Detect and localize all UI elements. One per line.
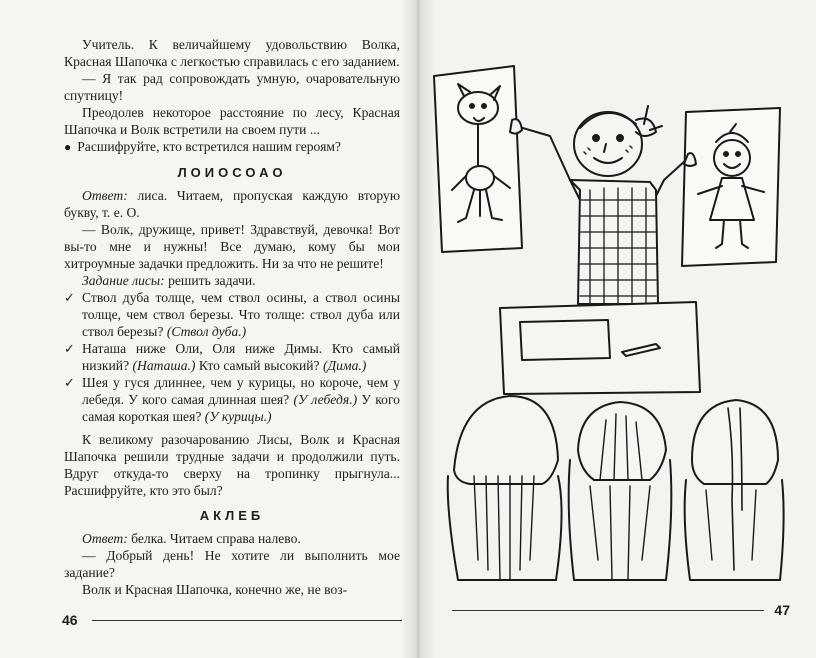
answer-label: Ответ: <box>82 531 128 546</box>
right-footer <box>452 602 790 618</box>
pencil-bullet-icon: ● <box>64 140 72 154</box>
answer-text: белка. Читаем справа налево. <box>131 531 301 546</box>
paragraph: Преодолев некоторое расстояние по лесу, Красная Шапочка и Волк встретили на своем пути ... <box>64 105 400 137</box>
task-item: ✓ Шея у гуся длиннее, чем у курицы, но короче, чем у лебедя. У кого самая длинная шея? (У лебедя.) У кого самая короткая шея? (У курицы.) <box>64 375 400 424</box>
task-item: ✓ Ствол дуба толще, чем ствол осины, а ствол осины толще, чем ствол березы. Что толще: ствол дуба или ствол березы? (Ствол дуба.) <box>64 290 400 339</box>
answer-label: Ответ: <box>82 188 128 203</box>
left-page-text <box>64 36 400 598</box>
task-label: Задание лисы: <box>82 273 165 288</box>
squirrel-speech: — Добрый день! Не хотите ли выполнить мое задание? <box>64 548 400 580</box>
paragraph: Волк и Красная Шапочка, конечно же, не воз- <box>82 582 348 597</box>
checkmark-icon: ✓ <box>64 290 75 305</box>
cipher-word: АКЛЕБ <box>199 508 265 523</box>
paragraph: Учитель. К величайшему удовольствию Волка, Красная Шапочка с легкостью справилась с его заданием. <box>64 37 400 69</box>
fox-speech: — Волк, дружище, привет! Здравствуй, девочка! Вот вы-то мне и нужны! Все думаю, кому бы мои хитроумные задачки предложить. Ни за что не решите! <box>64 222 400 271</box>
answer-text: лиса. Читаем, пропуская каждую вторую букву, т. е. О. <box>64 188 400 220</box>
task-item: ✓ Наташа ниже Оли, Оля ниже Димы. Кто самый низкий? (Наташа.) Кто самый высокий? (Дима.) <box>64 341 400 373</box>
cipher-word: ЛОИОСОАО <box>177 165 287 180</box>
page-number: 47 <box>774 602 790 618</box>
checkmark-icon: ✓ <box>64 375 75 390</box>
paragraph: К великому разочарованию Лисы, Волк и Красная Шапочка решили трудные задачи и продолжили путь. Вдруг откуда-то сверху на тропинку прыгнула... Расшифруйте, кто это был? <box>64 432 400 498</box>
footer-rule <box>92 620 402 621</box>
answer <box>64 530 400 547</box>
child-right-icon <box>685 400 784 580</box>
teacher-holding-wolf-and-red-riding-hood-drawings-icon <box>430 40 790 600</box>
task-heading <box>64 272 400 289</box>
child-left-icon <box>448 396 562 580</box>
page-number: 46 <box>62 612 78 628</box>
answer <box>64 187 400 221</box>
left-footer <box>62 612 402 628</box>
task-text: решить задачи. <box>168 273 256 288</box>
question: ● Расшифруйте, кто встретился нашим героям? <box>64 139 341 154</box>
checkmark-icon: ✓ <box>64 341 75 356</box>
child-middle-icon <box>569 402 672 580</box>
footer-rule <box>452 610 764 611</box>
task-list <box>64 289 400 425</box>
paragraph: — Я так рад сопровождать умную, очаровательную спутницу! <box>64 71 400 103</box>
